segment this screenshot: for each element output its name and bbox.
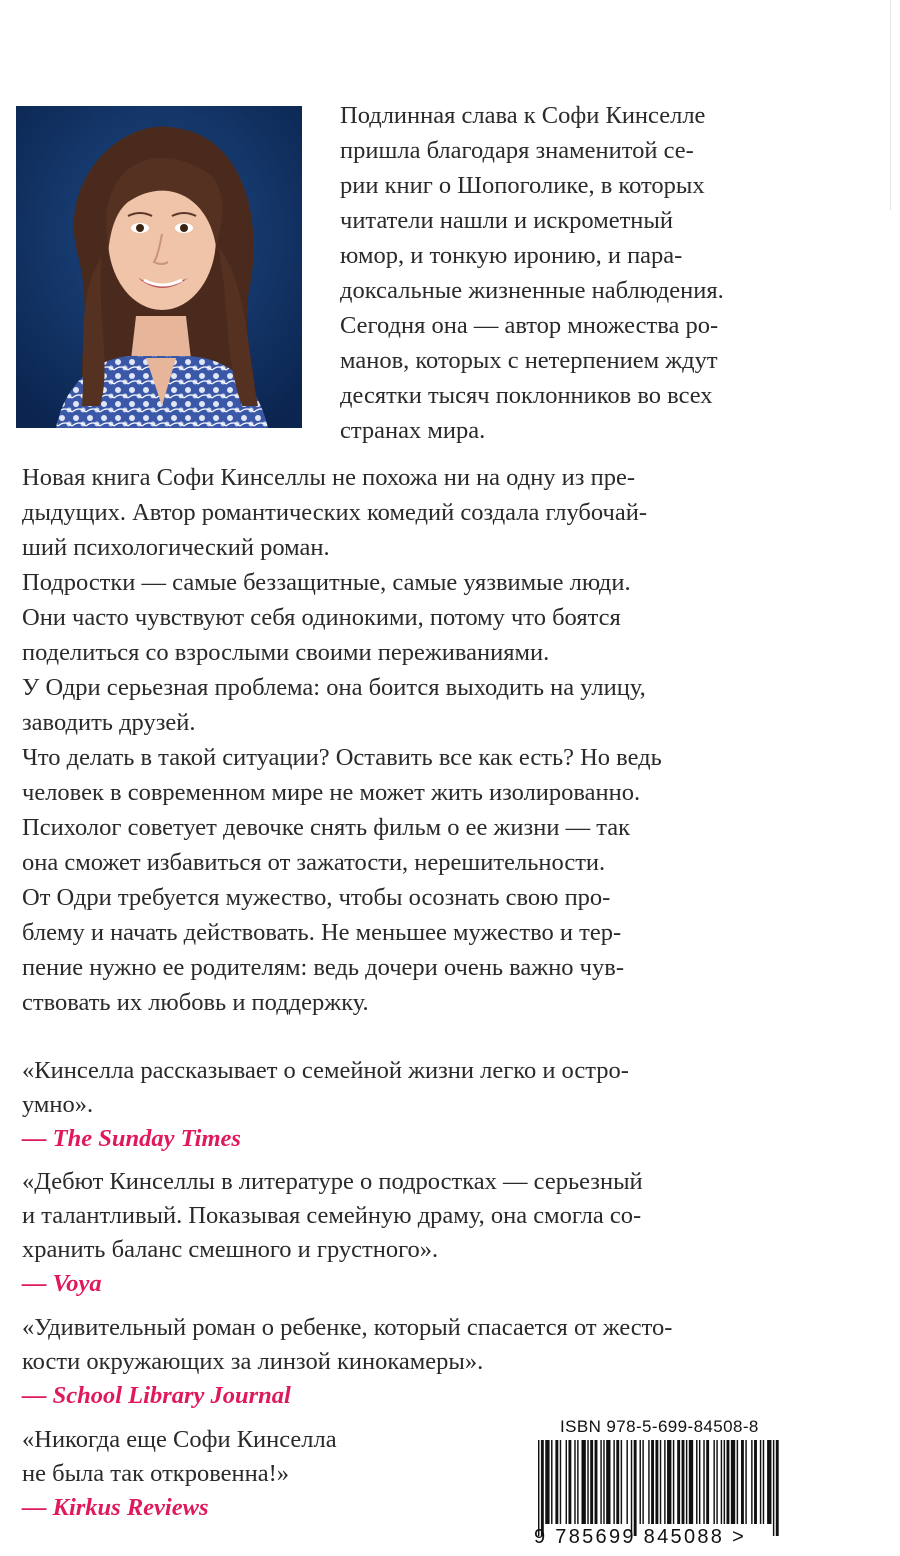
review-quote-sunday-times [22, 1054, 784, 1156]
bio-line: доксальные жизненные наблюдения. [340, 277, 724, 304]
barcode-bar [716, 1440, 717, 1524]
bio-line: рии книг о Шопоголике, в которых [340, 172, 705, 199]
barcode-bar [560, 1440, 561, 1524]
barcode-bar [582, 1440, 586, 1524]
barcode-bar [677, 1440, 680, 1524]
barcode-bar [587, 1440, 588, 1524]
barcode-bar [648, 1440, 649, 1524]
barcode-bar [545, 1440, 549, 1524]
description-line: ствовать их любовь и поддержку. [22, 989, 369, 1016]
barcode-bar [721, 1440, 722, 1524]
description-line: Они часто чувствуют себя одинокими, потому что боятся [22, 604, 621, 631]
barcode-bar [703, 1440, 704, 1524]
bio-line: манов, которых с нетерпением ждут [340, 347, 718, 374]
quote-line: не была так откровенна!» [22, 1460, 290, 1487]
description-line: Психолог советует девочке снять фильм о ее жизни — так [22, 814, 630, 841]
description-line: блему и начать действовать. Не меньшее мужество и тер- [22, 919, 622, 946]
barcode-bar [631, 1440, 632, 1536]
barcode-bar [616, 1440, 619, 1524]
barcode-bar [541, 1440, 544, 1536]
barcode-bar [667, 1440, 671, 1524]
review-quote-voya [22, 1165, 784, 1301]
isbn-label: ISBN 978-5-699-84508-8 [560, 1417, 759, 1436]
barcode-bar [538, 1440, 539, 1536]
quote-line: хранить баланс смешного и грустного». [22, 1236, 439, 1263]
barcode-bar [577, 1440, 578, 1524]
barcode-bar [696, 1440, 697, 1524]
barcode-bar [634, 1440, 637, 1536]
barcode-bar [754, 1440, 757, 1524]
barcode-bar [655, 1440, 658, 1524]
barcode-bar [640, 1440, 641, 1524]
description-line: У Одри серьезная проблема: она боится выходить на улицу, [22, 674, 646, 701]
quote-line: умно». [22, 1091, 94, 1118]
barcode-bar [745, 1440, 746, 1524]
barcode-bar [642, 1440, 643, 1524]
page-edge-line [890, 0, 891, 210]
barcode-bar [741, 1440, 744, 1524]
barcode-bar [606, 1440, 610, 1524]
description-line: человек в современном мире не может жить изолированно. [22, 779, 641, 806]
barcode-bar [673, 1440, 674, 1524]
review-quote-school-library-journal [22, 1311, 784, 1413]
barcode-bar [651, 1440, 654, 1524]
bio-line: странах мира. [340, 417, 486, 444]
barcode-bar [724, 1440, 725, 1524]
barcode-bar [603, 1440, 604, 1524]
quote-source: — Kirkus Reviews [22, 1494, 209, 1521]
barcode-bar [574, 1440, 575, 1524]
barcode-bar [763, 1440, 764, 1524]
barcode-bar [682, 1440, 685, 1524]
barcode-bar [731, 1440, 735, 1524]
quote-line: «Кинселла рассказывает о семейной жизни легко и остро- [22, 1057, 629, 1084]
review-quote-kirkus [22, 1423, 422, 1525]
description-line: Что делать в такой ситуации? Оставить все как есть? Но ведь [22, 744, 662, 771]
barcode-bar [686, 1440, 687, 1524]
quote-line: и талантливый. Показывая семейную драму, она смогла со- [22, 1202, 642, 1229]
bio-line: читатели нашли и искрометный [340, 207, 673, 234]
barcode-bar [689, 1440, 693, 1524]
barcode-bar [699, 1440, 700, 1524]
quote-source: — School Library Journal [22, 1382, 291, 1409]
barcode [534, 1440, 780, 1538]
barcode-bar [595, 1440, 598, 1524]
barcode-bar [664, 1440, 665, 1524]
barcode-bar [727, 1440, 730, 1524]
description-line: она сможет избавиться от зажатости, нерешительности. [22, 849, 606, 876]
barcode-bar [551, 1440, 552, 1524]
barcode-bar [737, 1440, 738, 1524]
barcode-bar [760, 1440, 761, 1524]
description-line: поделиться со взрослыми своими переживаниями. [22, 639, 550, 666]
description-line: Подростки — самые беззащитные, самые уязвимые люди. [22, 569, 631, 596]
barcode-bar [776, 1440, 779, 1536]
barcode-bar [566, 1440, 567, 1524]
author-bio [340, 98, 784, 448]
barcode-bar [600, 1440, 601, 1524]
barcode-bar [555, 1440, 558, 1524]
barcode-bar [613, 1440, 614, 1524]
quote-line: «Никогда еще Софи Кинселла [22, 1426, 337, 1453]
quote-source: — The Sunday Times [22, 1125, 241, 1152]
description-line: ший психологический роман. [22, 534, 330, 561]
book-description [22, 460, 784, 1020]
bio-line: десятки тысяч поклонников во всех [340, 382, 713, 409]
barcode-bar [568, 1440, 571, 1524]
quote-line: «Удивительный роман о ребенке, который спасается от жесто- [22, 1314, 673, 1341]
description-line: От Одри требуется мужество, чтобы осознать свою про- [22, 884, 611, 911]
barcode-bar [751, 1440, 752, 1524]
barcode-bar [626, 1440, 627, 1524]
barcode-bar [706, 1440, 709, 1524]
description-line: дыдущих. Автор романтических комедий создала глубочай- [22, 499, 647, 526]
description-line: заводить друзей. [22, 709, 196, 736]
quote-line: кости окружающих за линзой кинокамеры». [22, 1348, 484, 1375]
barcode-bar [713, 1440, 714, 1524]
quote-line: «Дебют Кинселлы в литературе о подростках — серьезный [22, 1168, 643, 1195]
barcode-bar [621, 1440, 622, 1524]
bio-line: Подлинная слава к Софи Кинселле [340, 102, 706, 129]
barcode-digits: 9 785699 845088 > [534, 1526, 747, 1548]
description-line: Новая книга Софи Кинселлы не похожа ни на одну из пре- [22, 464, 635, 491]
bio-line: пришла благодаря знаменитой се- [340, 137, 694, 164]
barcode-bar [590, 1440, 593, 1524]
bio-line: юмор, и тонкую иронию, и пара- [340, 242, 683, 269]
quote-source: — Voya [22, 1270, 102, 1297]
author-photo [16, 106, 302, 428]
barcode-bar [767, 1440, 771, 1524]
description-line: пение нужно ее родителям: ведь дочери очень важно чув- [22, 954, 624, 981]
barcode-bar [773, 1440, 774, 1536]
barcode-bar [660, 1440, 661, 1524]
bio-line: Сегодня она — автор множества ро- [340, 312, 719, 339]
